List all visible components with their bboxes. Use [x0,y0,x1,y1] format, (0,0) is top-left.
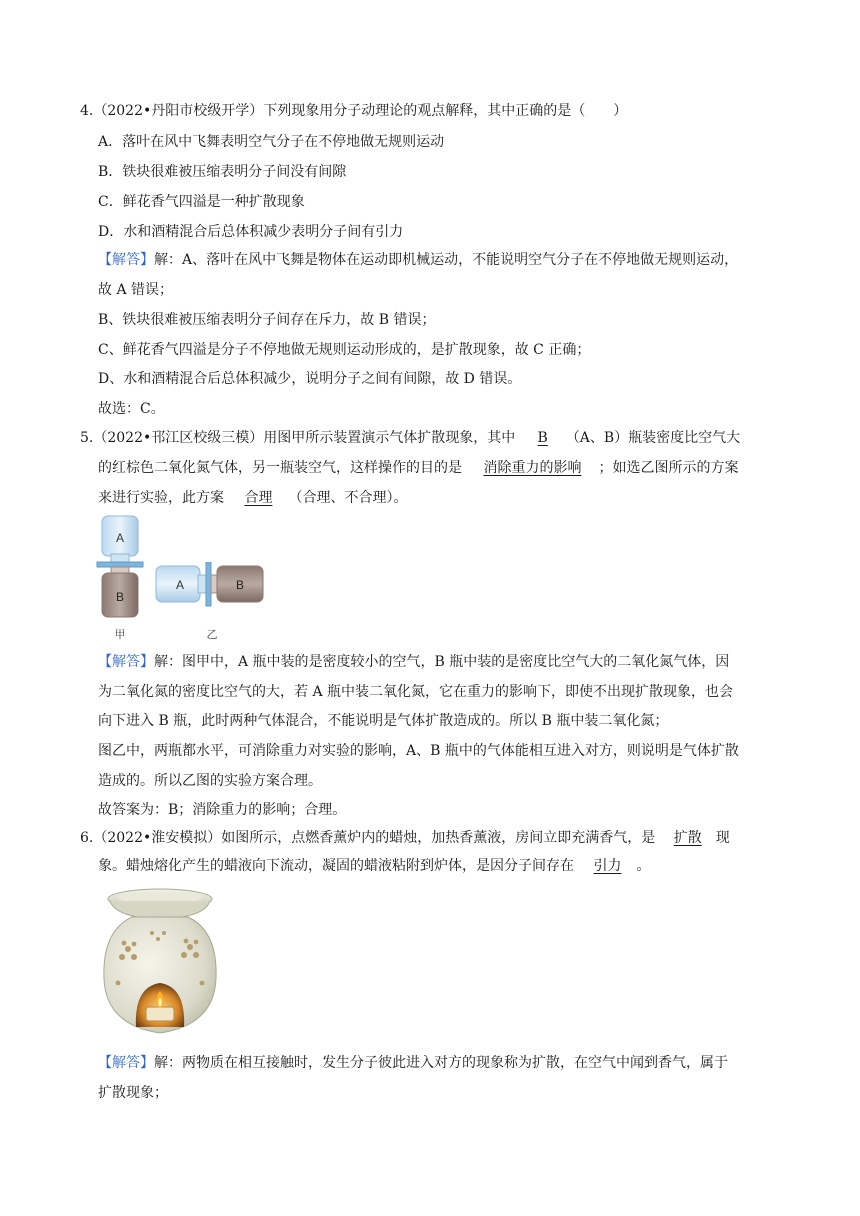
q4-option-a: A．落叶在风中飞舞表明空气分子在不停地做无规则运动 [98,134,445,150]
q4-option-c: C．鲜花香气四溢是一种扩散现象 [98,194,305,210]
q5-line-2 [98,458,738,478]
q5-text-1a: 用图甲所示装置演示气体扩散现象，其中 [263,430,520,446]
q5-line-3 [98,488,407,508]
q4-answer-line-4: C、鲜花香气四溢是分子不停地做无规则运动形成的，是扩散现象，故 C 正确； [98,342,591,358]
figure-yi-label: 乙 [206,629,218,641]
q5-source: （2022•邗江区校级三模） [93,430,264,446]
q5-blank-3: 合理 [244,490,273,506]
q6-blank-1: 扩散 [673,830,702,846]
q4-answer-line-2: 故 A 错误； [98,282,174,298]
q4-answer-tag: 【解答】 [98,252,154,268]
q5-answer-text-1: 解：图甲中，A 瓶中装的是密度较小的空气，B 瓶中装的是密度比空气大的二氧化氮气体，因 [154,654,730,670]
q6-text-1b: 现 [715,830,730,846]
q5-text-2b: ；如选乙图所示的方案 [598,460,739,476]
q4-stem: 下列现象用分子动理论的观点解释，其中正确的是（ ） [263,103,628,119]
aroma-burner-figure [98,887,222,1043]
q6-answer-tag: 【解答】 [98,1055,154,1071]
q4-answer-line-5: D、水和酒精混合后总体积减少，说明分子之间有间隙，故 D 错误。 [98,371,522,387]
q6-number: 6. [80,830,94,846]
q5-text-3a: 来进行实验，此方案 [98,490,229,506]
q4-source: （2022•丹阳市校级开学） [93,103,264,119]
q6-answer-text-1: 解：两物质在相互接触时，发生分子彼此进入对方的现象称为扩散，在空气中闻到香气，属于 [154,1055,728,1071]
q4-answer-line-1 [98,250,738,270]
q5-text-2a: 的红棕色二氧化氮气体，另一瓶装空气，这样操作的目的是 [98,460,467,476]
q4-number: 4. [80,103,94,119]
glass-plate-yi [206,562,211,606]
q5-answer-line-2: 为二氧化氮的密度比空气的大，若 A 瓶中装二氧化氮，它在重力的影响下，即使不出现扩散现象，也会 [98,684,734,700]
q5-answer-line-6: 故答案为：B；消除重力的影响；合理。 [98,802,347,818]
q6-text-2b: 。 [636,858,651,874]
q5-answer-line-3: 向下进入 B 瓶，此时两种气体混合，不能说明是气体扩散造成的。所以 B 瓶中装二氧化氮； [98,713,669,729]
q6-answer-line-2: 扩散现象； [98,1085,168,1101]
figure-yi [154,562,266,644]
q5-line-1 [80,428,740,448]
figure-jia [96,514,146,644]
q5-blank-1: B [537,430,548,446]
q5-answer-tag: 【解答】 [98,654,154,670]
q6-text-2a: 象。蜡烛熔化产生的蜡液向下流动，凝固的蜡液粘附到炉体，是因分子间存在 [98,858,579,874]
bottle-b-label: B [115,590,125,604]
tea-light-candle [146,1007,174,1021]
bottle-b-label-yi: B [235,578,245,592]
figure-jia-label: 甲 [114,629,126,641]
glass-plate [97,562,143,567]
q4-option-b: B．铁块很难被压缩表明分子间没有间隙 [98,164,347,180]
q5-text-3b: （合理、不合理）。 [288,490,408,506]
q6-line-1 [80,828,730,848]
q5-answer-line-5: 造成的。所以乙图的实验方案合理。 [98,773,322,789]
q4-stem-line [80,101,627,121]
q6-source: （2022•淮安模拟） [93,830,222,846]
q5-number: 5. [80,430,94,446]
q4-answer-line-3: B、铁块很难被压缩表明分子间存在斥力，故 B 错误； [98,312,436,328]
q4-answer-line-6: 故选：C。 [98,401,165,417]
q5-answer-line-1 [98,652,729,672]
q5-answer-line-4: 图乙中，两瓶都水平，可消除重力对实验的影响，A、B 瓶中的气体能相互进入对方，则说明是气体扩散 [98,743,739,759]
q4-answer-text-1: 解：A、落叶在风中飞舞是物体在运动即机械运动，不能说明空气分子在不停地做无规则运动， [154,252,739,268]
q6-answer-line-1 [98,1053,728,1073]
q4-option-d: D．水和酒精混合后总体积减少表明分子间有引力 [98,224,404,240]
bottle-a-label-yi: A [175,578,185,592]
q6-line-2 [98,856,650,876]
q6-blank-2: 引力 [593,858,622,874]
q5-text-1b: （A、B）瓶装密度比空气大 [565,430,741,446]
bottle-a-label: A [115,531,125,545]
q6-text-1a: 如图所示，点燃香薰炉内的蜡烛，加热香薰液，房间立即充满香气，是 [221,830,660,846]
q5-blank-2: 消除重力的影响 [483,460,582,476]
